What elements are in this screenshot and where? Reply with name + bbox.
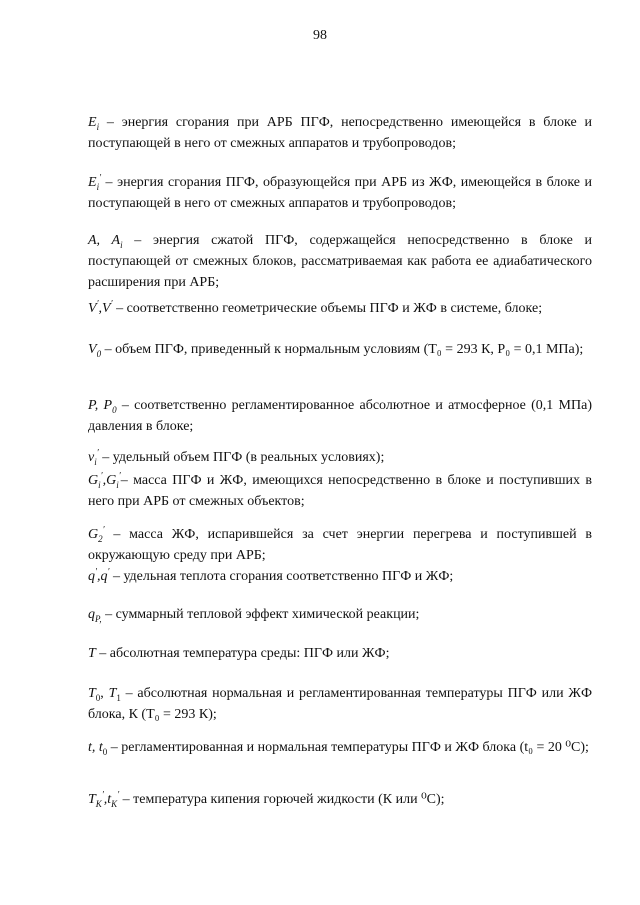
definition-text: – соответственно регламентированное абсолютное и атмосферное (0,1 МПа) давления в блоке;: [88, 398, 592, 434]
definition-text: – энергия сгорания ПГФ, образующейся при АРБ из ЖФ, имеющейся в блоке и поступающей в него от смежных аппаратов и трубопроводов;: [88, 175, 592, 211]
symbol: $v_i'$: [88, 447, 99, 467]
page-number: 98: [313, 28, 327, 43]
definition-paragraph: [88, 230, 592, 293]
symbol: A, $A_i$: [88, 233, 123, 250]
definition-text: – температура кипения горючей жидкости (К или ⁰С);: [119, 792, 445, 807]
definition-paragraph: [88, 524, 592, 566]
symbol: T: [88, 646, 96, 661]
definition-text: – соответственно геометрические объемы ПГФ и ЖФ в системе, блоке;: [112, 301, 543, 316]
definition-text: – регламентированная и нормальная температуры ПГФ и ЖФ блока (t₀ = 20 ⁰С);: [107, 740, 589, 755]
definition-text: – энергия сгорания при АРБ ПГФ, непосредственно имеющейся в блоке и поступающей в него от смежных аппаратов и трубопроводов;: [88, 115, 592, 151]
definition-paragraph: [88, 643, 592, 664]
definition-text: – масса ПГФ и ЖФ, имеющихся непосредственно в блоке и поступивших в него при АРБ от смежных объектов;: [88, 473, 592, 509]
definition-paragraph: [88, 683, 592, 725]
symbol: $E_i$: [88, 115, 100, 132]
symbol: $G_i',G_i'$: [88, 470, 121, 490]
symbol: P, $P_0$: [88, 398, 117, 415]
definition-text: – абсолютная температура среды: ПГФ или ЖФ;: [95, 646, 390, 661]
definition-paragraph: [88, 112, 592, 154]
definition-paragraph: [88, 172, 592, 214]
definition-text: – удельная теплота сгорания соответственно ПГФ и ЖФ;: [109, 569, 454, 584]
symbol: $T_0$, $T_1$: [88, 686, 121, 703]
symbol: V′,V′: [88, 298, 113, 316]
definition-text: – абсолютная нормальная и регламентированная температуры ПГФ или ЖФ блока, К (T₀ = 293 К);: [88, 686, 592, 722]
symbol: $T_K',t_K'$: [88, 789, 120, 809]
definition-paragraph: [88, 447, 592, 468]
definition-paragraph: [88, 604, 592, 625]
definition-text: – объем ПГФ, приведенный к нормальным условиям (T₀ = 293 К, P₀ = 0,1 МПа);: [101, 342, 584, 357]
definition-paragraph: [88, 470, 592, 512]
definition-text: – удельный объем ПГФ (в реальных условиях);: [98, 450, 385, 465]
symbol: t, $t_0$: [88, 740, 108, 757]
symbol: $q_{P,}$: [88, 607, 102, 624]
definition-paragraph: [88, 339, 592, 360]
definition-paragraph: [88, 395, 592, 437]
symbol: q′,q′: [88, 566, 110, 584]
definition-paragraph: [88, 566, 592, 587]
symbol: $V_0$: [88, 342, 102, 359]
definition-text: – суммарный тепловой эффект химической реакции;: [101, 607, 420, 622]
definition-paragraph: [88, 789, 592, 810]
definition-paragraph: [88, 298, 592, 319]
symbol: $E_i'$: [88, 172, 102, 192]
definition-paragraph: [88, 737, 592, 758]
definition-text: – масса ЖФ, испарившейся за счет энергии перегрева и поступившей в окружающую среду при АРБ;: [88, 527, 592, 563]
symbol: $G_2'$: [88, 524, 105, 544]
definition-text: – энергия сжатой ПГФ, содержащейся непосредственно в блоке и поступающей от смежных блоков, рассматриваемая как работа ее адиабатического расширения при АРБ;: [88, 233, 592, 290]
